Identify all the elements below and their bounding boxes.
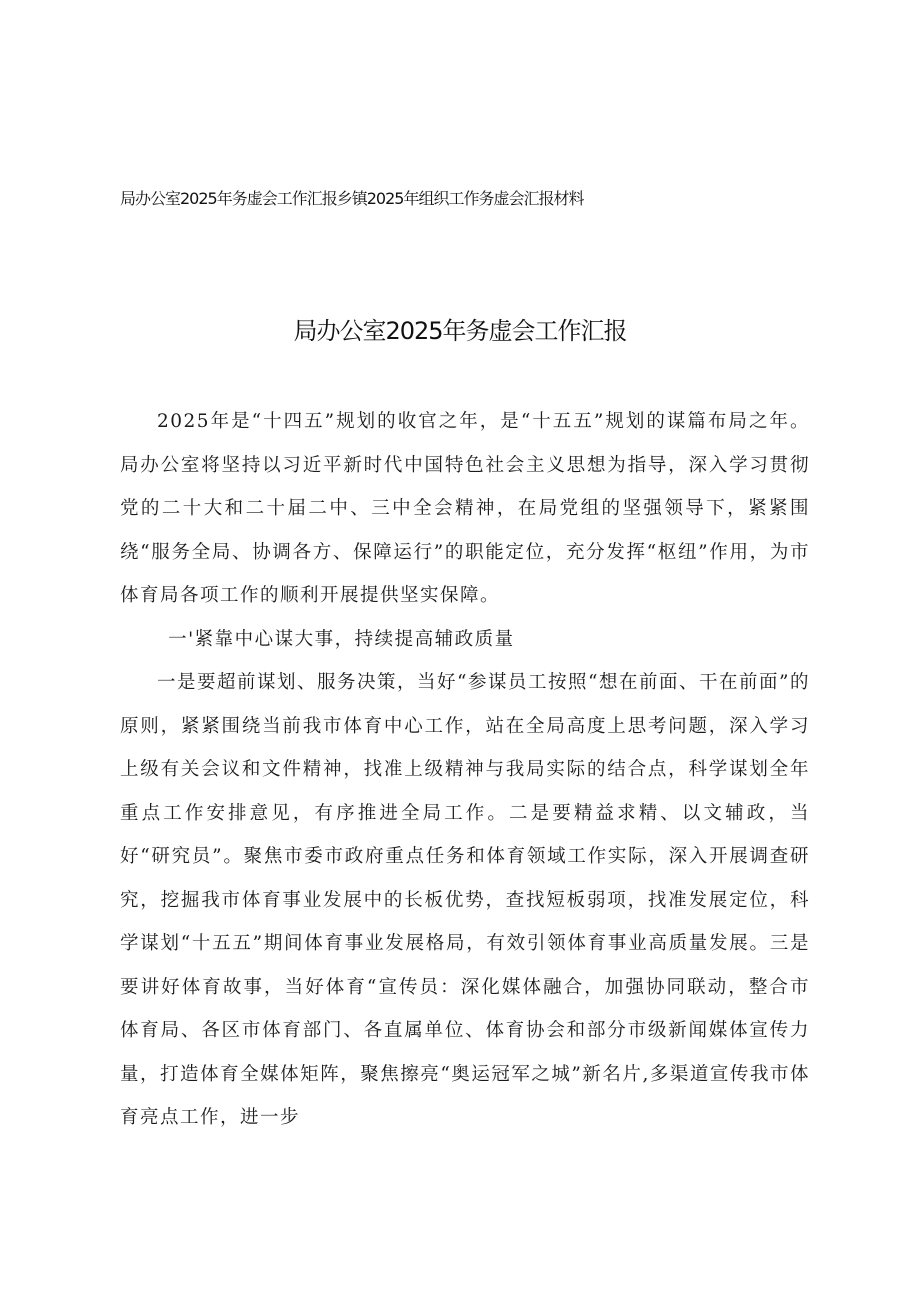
page-title: 局办公室2025年务虚会工作汇报 [293,317,627,345]
intro-paragraph: 2025年是“十四五”规划的收官之年，是“十五五”规划的谋篇布局之年。局办公室将坚持以习近平新时代中国特色社会主义思想为指导，深入学习贯彻党的二十大和二十届二中、三中全会精神，在局党组的坚强领导下，紧紧围绕“服务全局、协调各方、保障运行”的职能定位，充分发挥“枢纽”作用，为市体育局各项工作的顺利开展提供坚实保障。 [120,411,810,606]
section-heading: 一'紧靠中心谋大事，持续提高辅政质量 [168,628,515,650]
document-header: 局办公室2025年务虚会工作汇报乡镇2025年组织工作务虚会汇报材料 [120,189,584,208]
document-body [120,400,810,1140]
body-paragraph: 一是要超前谋划、服务决策，当好“参谋员工按照“想在前面、干在前面”的原则，紧紧围绕当前我市体育中心工作，站在全局高度上思考问题，深入学习上级有关会议和文件精神，找准上级精神与我局实际的结合点，科学谋划全年重点工作安排意见，有序推进全局工作。二是要精益求精、以文辅政，当好“研究员”。聚焦市委市政府重点任务和体育领域工作实际，深入开展调查研究，挖掘我市体育事业发展中的长板优势，查找短板弱项，找准发展定位，科学谋划“十五五”期间体育事业发展格局，有效引领体育事业高质量发展。三是要讲好体育故事，当好体育“宣传员：深化媒体融合，加强协同联动，整合市体育局、各区市体育部门、各直属单位、体育协会和部分市级新闻媒体宣传力量，打造体育全媒体矩阵，聚焦擦亮“奥运冠军之城”新名片,多渠道宣传我市体育亮点工作，进一步 [120,672,810,1128]
